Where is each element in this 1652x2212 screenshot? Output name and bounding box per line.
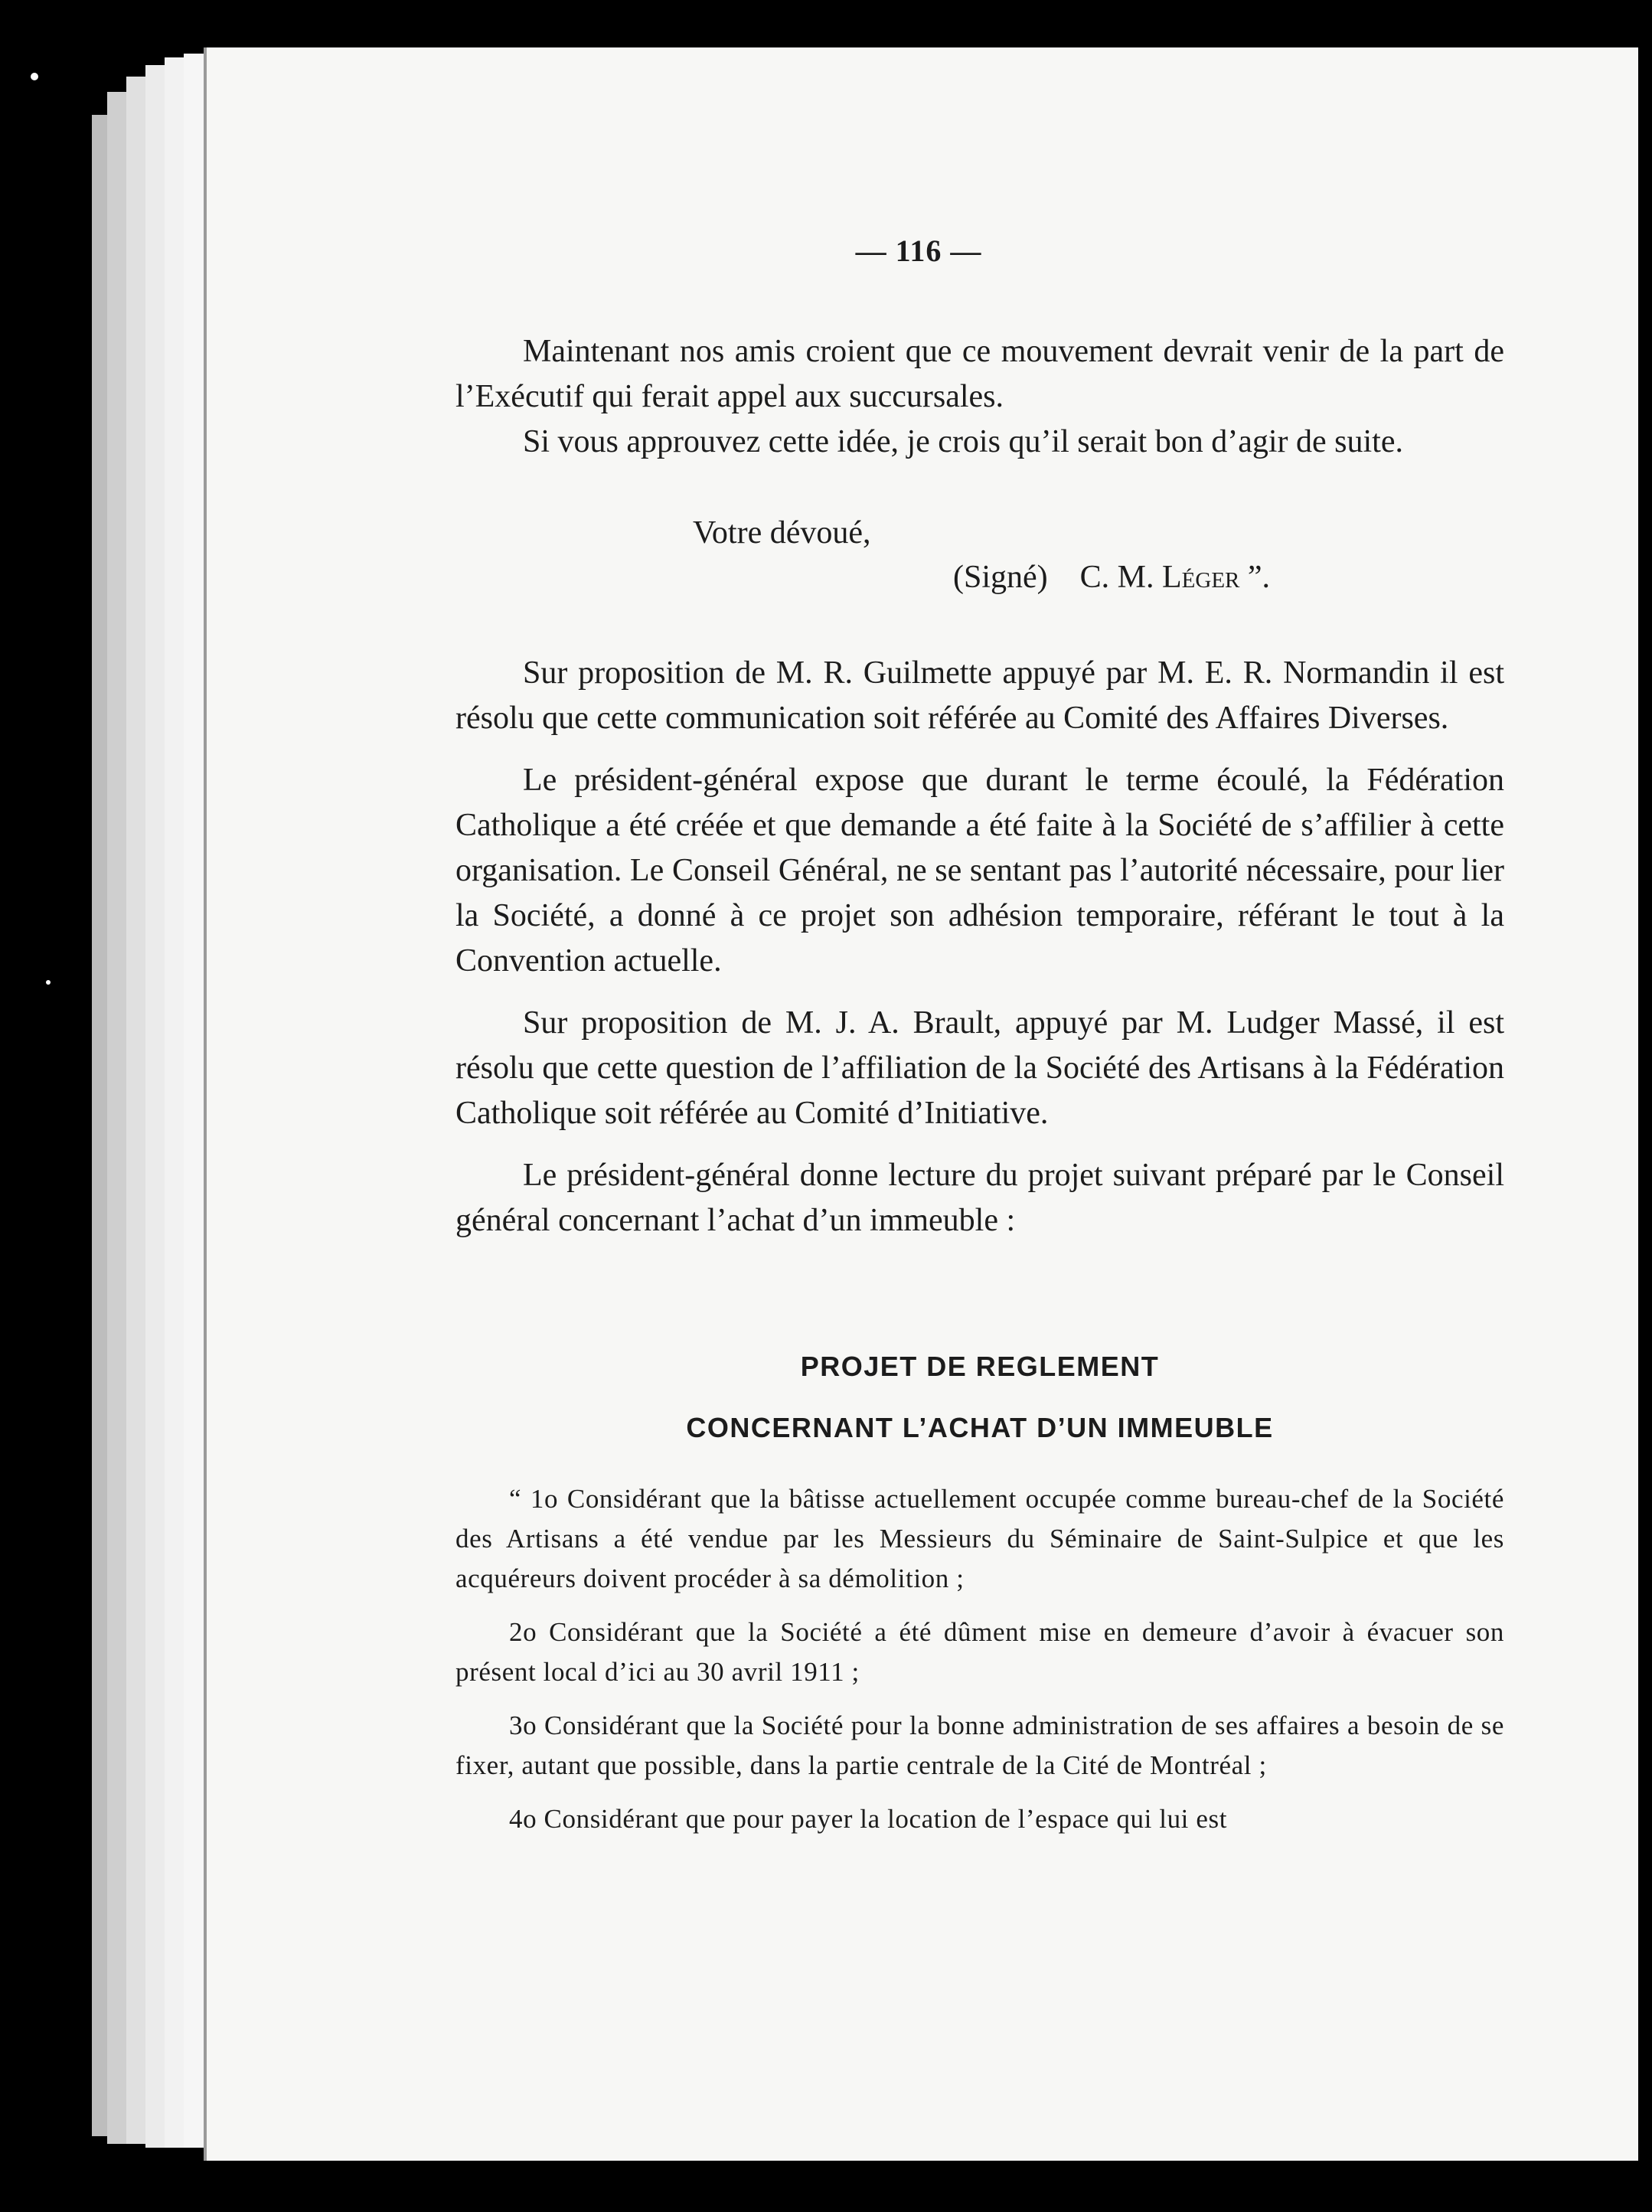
reglement-item: 2o Considérant que la Société a été dûment mise en demeure d’avoir à évacuer son présent local d’ici au 30 avril 1911 ;: [455, 1617, 1504, 1687]
scan-speck: [46, 980, 51, 985]
letter-body: [455, 329, 1504, 465]
signed-name: C. M. Léger ”.: [1079, 560, 1271, 595]
minutes-paragraph: Sur proposition de M. J. A. Brault, appuyé par M. Ludger Massé, il est résolu que cette question de l’affiliation de la Société des Artisans à la Fédération Catholique soit référée au Comité d’Initiative.: [455, 1005, 1504, 1131]
reglement-item: “ 1o Considérant que la bâtisse actuellement occupée comme bureau-chef de la Société des Artisans a été vendue par les Messieurs du Séminaire de Saint-Sulpice et que les acquéreurs doivent procéder à sa démolition ;: [455, 1484, 1504, 1593]
book-page: [207, 47, 1638, 2161]
letter-closing: Votre dévoué,: [693, 515, 871, 551]
reglement-list: [455, 1479, 1504, 1839]
reglement-item: 4o Considérant que pour payer la location de l’espace qui lui est: [509, 1804, 1228, 1834]
letter-paragraph: Si vous approuvez cette idée, je crois qu’il serait bon d’agir de suite.: [523, 424, 1403, 459]
minutes: [455, 651, 1504, 1243]
page-number: — 116 —: [855, 234, 982, 268]
scan-speck: [31, 73, 38, 80]
section-heading: PROJET DE REGLEMENT: [800, 1351, 1160, 1382]
letter-signature: [953, 555, 1270, 600]
minutes-paragraph: Sur proposition de M. R. Guilmette appuyé par M. E. R. Normandin il est résolu que cette communication soit référée au Comité des Affaires Diverses.: [455, 655, 1504, 736]
reglement-item: 3o Considérant que la Société pour la bonne administration de ses affaires a besoin de se fixer, autant que possible, dans la partie centrale de la Cité de Montréal ;: [455, 1710, 1504, 1780]
signed-prefix: (Signé): [953, 560, 1048, 595]
letter-paragraph: Maintenant nos amis croient que ce mouvement devrait venir de la part de l’Exécutif qui ferait appel aux succursales.: [455, 334, 1504, 414]
minutes-paragraph: Le président-général expose que durant le terme écoulé, la Fédération Catholique a été créée et que demande a été faite à la Société de s’affilier à cette organisation. Le Conseil Général, ne se sentant pas l’autorité nécessaire, pour lier la Société, a donné à ce projet son adhésion temporaire, référant le tout à la Convention actuelle.: [455, 763, 1504, 979]
minutes-paragraph: Le président-général donne lecture du projet suivant préparé par le Conseil général concernant l’achat d’un immeuble :: [455, 1158, 1504, 1238]
section-subheading: CONCERNANT L’ACHAT D’UN IMMEUBLE: [686, 1412, 1274, 1443]
